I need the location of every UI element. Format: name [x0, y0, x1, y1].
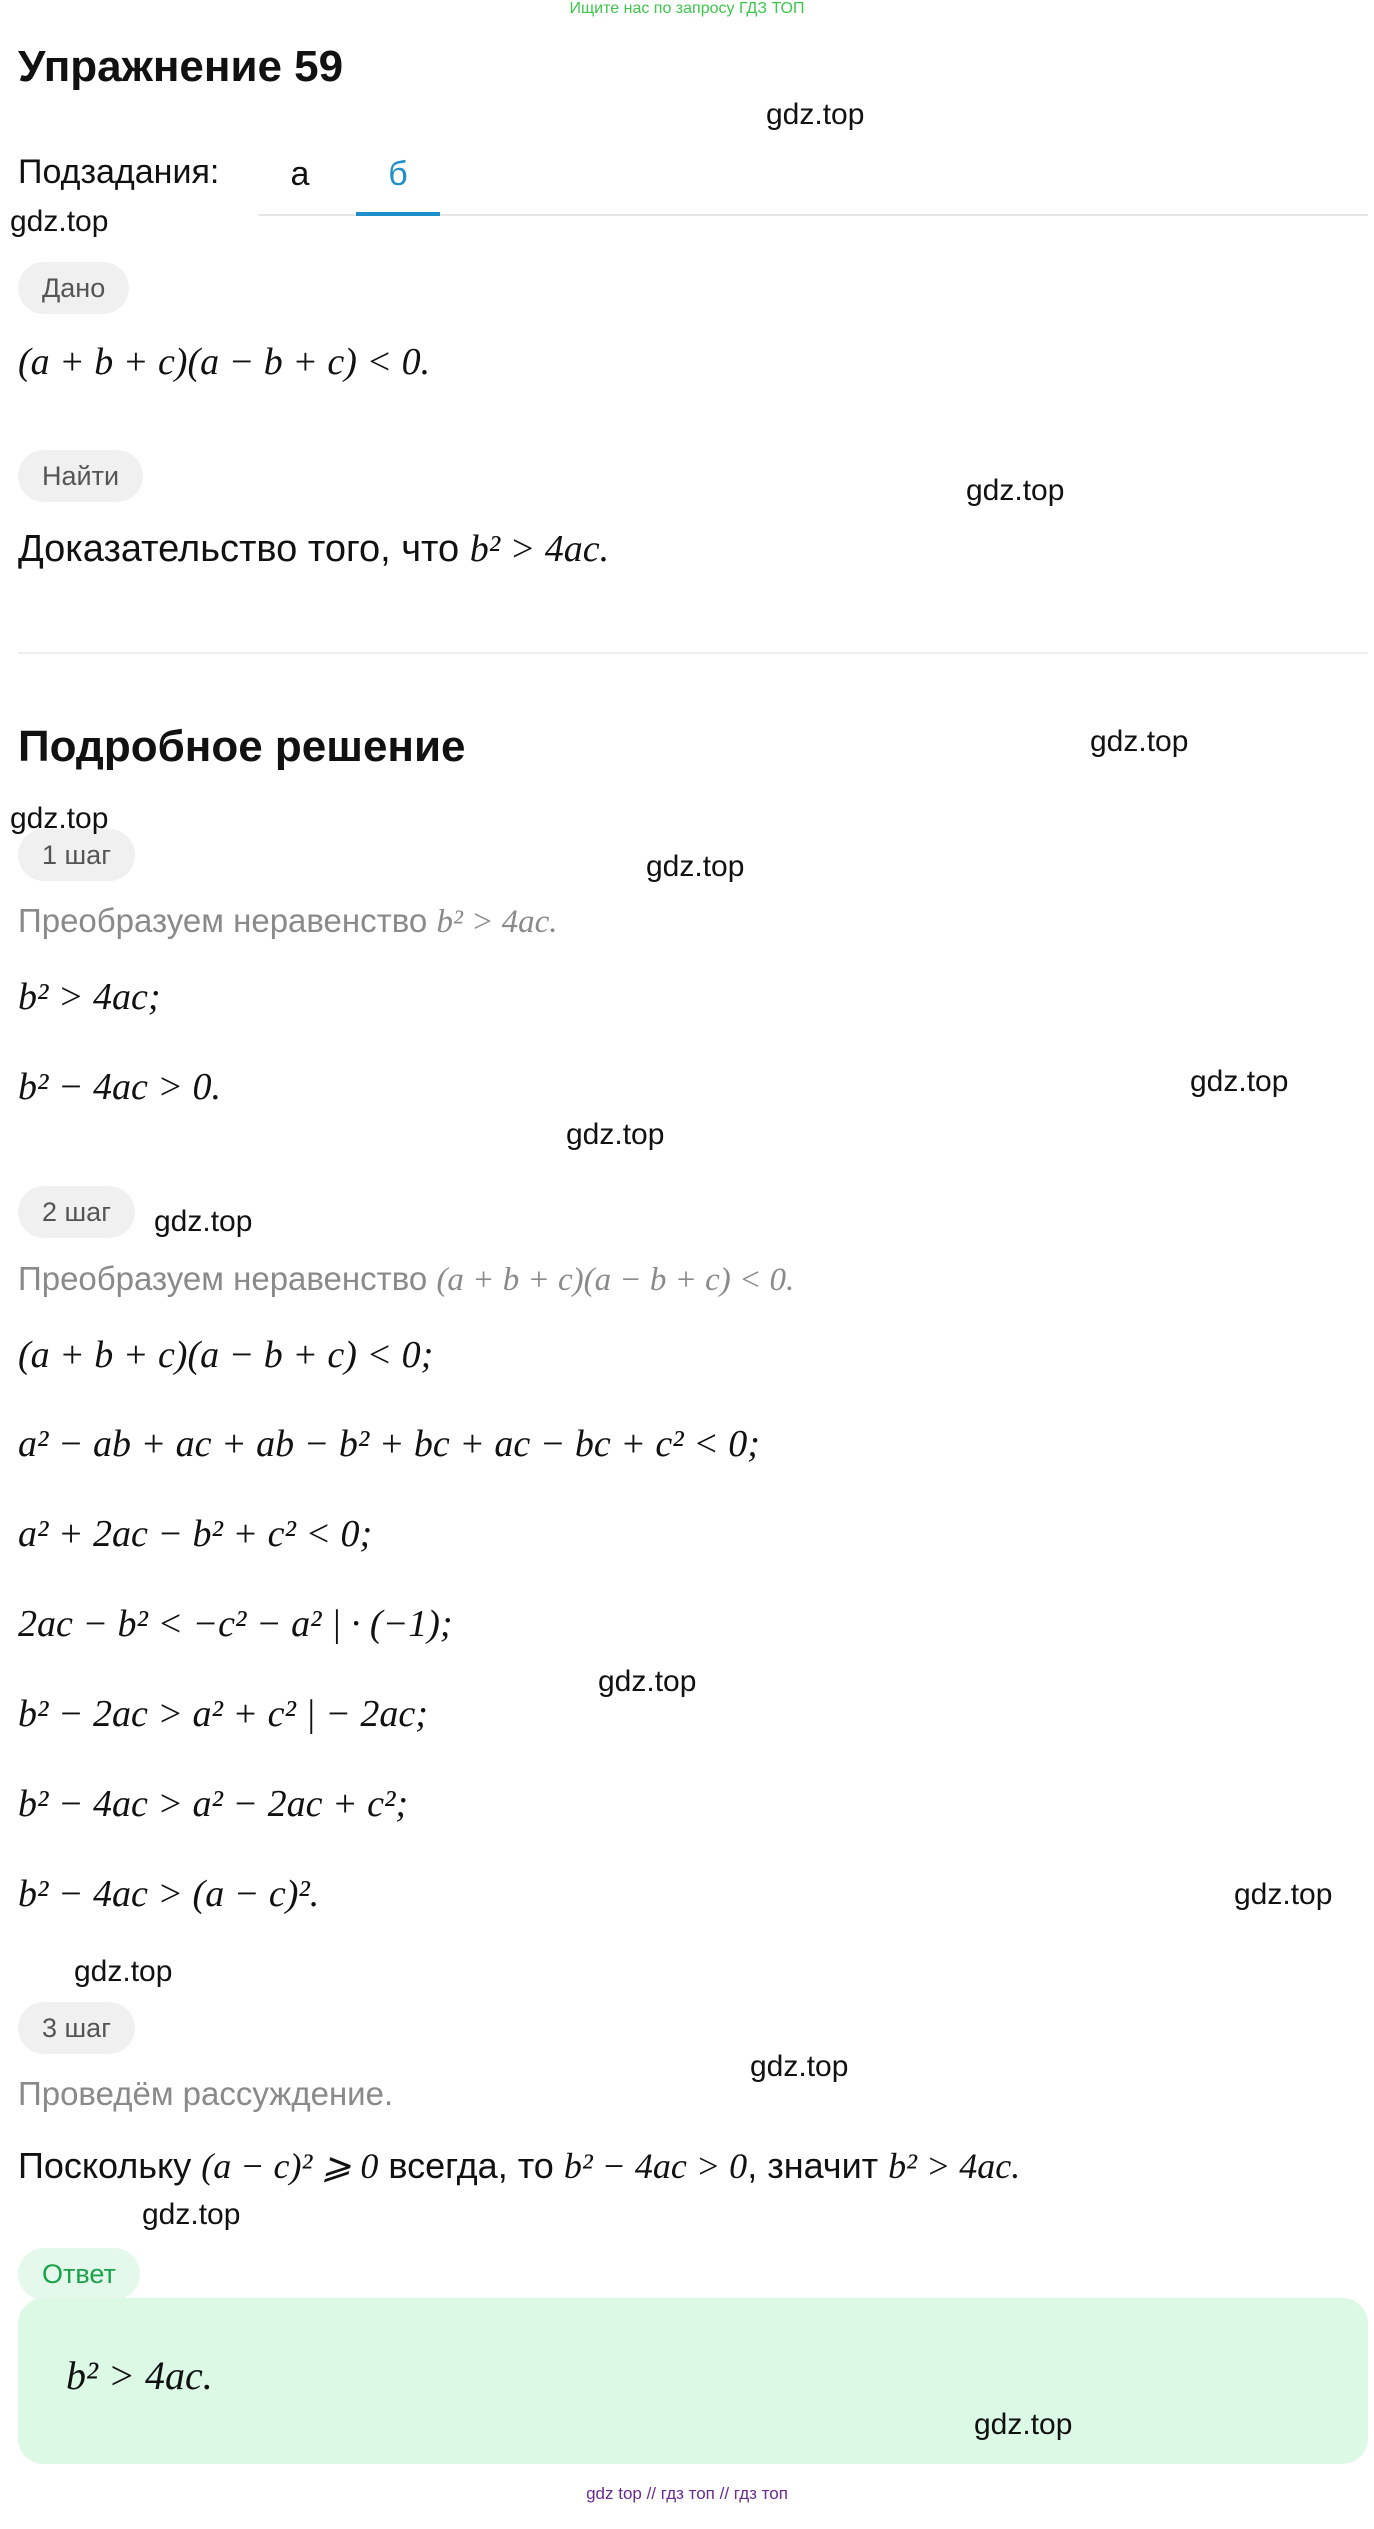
step-3-intro: Проведём рассуждение.	[18, 2075, 394, 2112]
step-1-intro-text: Преобразуем неравенство	[18, 902, 437, 939]
watermark: gdz.top	[10, 802, 109, 835]
watermark: gdz.top	[1190, 1065, 1289, 1098]
step-1-intro-expr: b² > 4ac.	[436, 904, 558, 940]
step-2-badge: 2 шаг	[18, 1186, 135, 1238]
step-2-line-6: b² − 4ac > a² − 2ac + c²;	[18, 1783, 409, 1825]
conclusion-text-3: , значит	[747, 2145, 889, 2186]
watermark: gdz.top	[750, 2050, 849, 2083]
tab-a[interactable]: а	[290, 155, 310, 193]
step-1-line-1: b² > 4ac;	[18, 976, 161, 1018]
watermark: gdz.top	[74, 1955, 173, 1988]
conclusion-text-1: Поскольку	[18, 2145, 202, 2186]
step-2-line-5: b² − 2ac > a² + c² | − 2ac;	[18, 1693, 428, 1735]
step-2-line-1: (a + b + c)(a − b + c) < 0;	[18, 1334, 434, 1376]
step-3-badge: 3 шаг	[18, 2002, 135, 2054]
conclusion-math-1: (a − c)² ⩾ 0	[201, 2146, 379, 2186]
given-badge: Дано	[18, 262, 129, 314]
find-badge: Найти	[18, 450, 143, 502]
conclusion-text-2: всегда, то	[378, 2145, 564, 2186]
watermark: gdz.top	[766, 98, 865, 131]
step-1-badge: 1 шаг	[18, 829, 135, 881]
answer-badge: Ответ	[18, 2248, 140, 2300]
section-divider	[18, 652, 1368, 654]
conclusion-math-2: b² − 4ac > 0	[563, 2146, 748, 2186]
step-3-conclusion	[18, 2145, 1020, 2187]
watermark: gdz.top	[142, 2198, 241, 2231]
find-prefix: Доказательство того, что	[18, 528, 470, 570]
watermark: gdz.top	[1234, 1878, 1333, 1911]
watermark: gdz.top	[1090, 725, 1189, 758]
tab-b[interactable]: б	[356, 150, 440, 216]
step-1-intro	[18, 902, 558, 941]
answer-expression: b² > 4ac.	[66, 2353, 213, 2398]
watermark: gdz.top	[966, 474, 1065, 507]
watermark: gdz.top	[10, 205, 109, 238]
watermark: gdz.top	[566, 1118, 665, 1151]
given-expression: (a + b + c)(a − b + c) < 0.	[18, 341, 431, 383]
watermark: gdz.top	[646, 850, 745, 883]
solution-title: Подробное решение	[18, 722, 466, 771]
top-banner[interactable]: Ищите нас по запросу ГДЗ ТОП	[569, 0, 805, 17]
footer-links[interactable]: gdz top // гдз топ // гдз топ	[586, 2484, 788, 2503]
conclusion-math-3: b² > 4ac.	[888, 2146, 1021, 2186]
step-2-line-3: a² + 2ac − b² + c² < 0;	[18, 1513, 373, 1555]
step-2-intro	[18, 1260, 794, 1299]
step-2-intro-expr: (a + b + c)(a − b + c) < 0.	[436, 1262, 795, 1298]
watermark: gdz.top	[154, 1205, 253, 1238]
step-2-line-4: 2ac − b² < −c² − a² | · (−1);	[18, 1603, 453, 1645]
watermark: gdz.top	[974, 2408, 1073, 2441]
step-2-line-7: b² − 4ac > (a − c)².	[18, 1873, 320, 1915]
step-2-line-2: a² − ab + ac + ab − b² + bc + ac − bc + c² < 0;	[18, 1423, 760, 1465]
step-1-line-2: b² − 4ac > 0.	[18, 1066, 222, 1108]
subtask-tabs	[258, 140, 1368, 216]
answer-box	[18, 2298, 1368, 2464]
step-2-intro-text: Преобразуем неравенство	[18, 1260, 437, 1297]
subtasks-label: Подзадания:	[18, 153, 220, 191]
find-expression: b² > 4ac.	[469, 528, 610, 570]
find-text	[18, 527, 609, 571]
watermark: gdz.top	[598, 1665, 697, 1698]
page-title: Упражнение 59	[18, 42, 344, 91]
